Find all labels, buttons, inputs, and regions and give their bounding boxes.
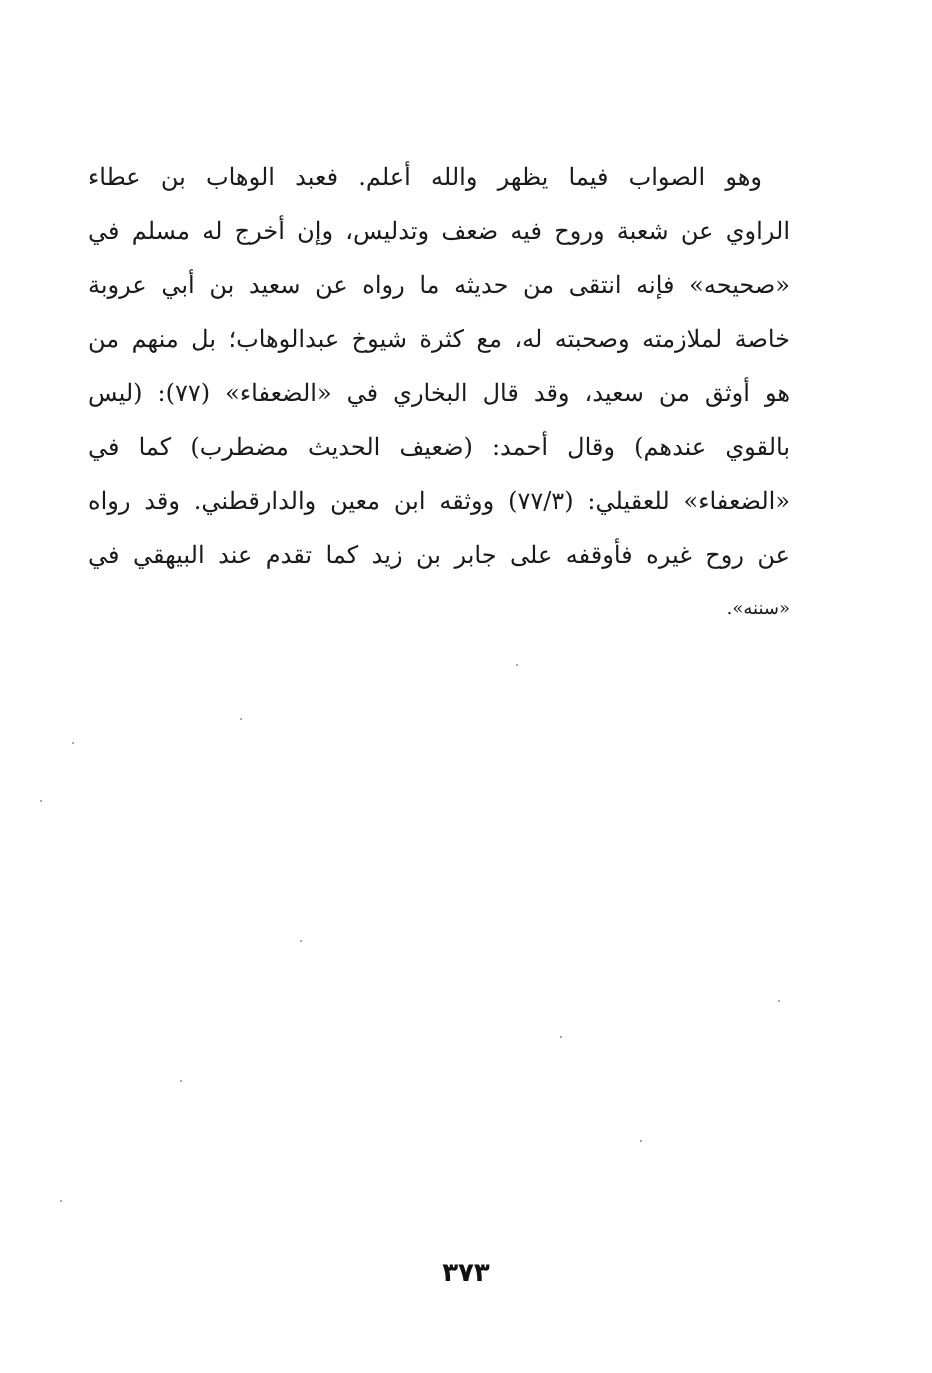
text-line-5: هو أوثق من سعيد، وقد قال البخاري في «الضعفاء» (٧٧): (ليس	[88, 379, 790, 407]
scan-speck	[640, 1140, 642, 1142]
scan-speck	[40, 800, 42, 802]
text-line-8: عن روح غيره فأوقفه على جابر بن زيد كما تقدم عند البيهقي في	[88, 541, 790, 569]
text-line-9: «سننه».	[726, 598, 790, 619]
scan-speck	[560, 1036, 562, 1038]
scan-speck	[60, 1200, 62, 1202]
scan-speck	[778, 1000, 780, 1002]
text-line-6: بالقوي عندهم) وقال أحمد: (ضعيف الحديث مضطرب) كما في	[88, 433, 790, 461]
text-line-3: «صحيحه» فإنه انتقى من حديثه ما رواه عن سعيد بن أبي عروبة	[88, 271, 790, 299]
text-line-1: وهو الصواب فيما يظهر والله أعلم. فعبد الوهاب بن عطاء	[88, 163, 762, 191]
scan-speck	[180, 1080, 182, 1082]
scan-speck	[300, 940, 302, 942]
text-line-4: خاصة لملازمته وصحبته له، مع كثرة شيوخ عبدالوهاب؛ بل منهم من	[88, 325, 790, 353]
text-line-7: «الضعفاء» للعقيلي: (٧٧/٣) ووثقه ابن معين والدارقطني. وقد رواه	[88, 487, 790, 515]
scan-speck	[72, 742, 74, 744]
scan-speck	[516, 664, 518, 666]
text-line-2: الراوي عن شعبة وروح فيه ضعف وتدليس، وإن أخرج له مسلم في	[88, 217, 790, 245]
body-paragraph	[88, 150, 790, 636]
scan-speck	[240, 718, 242, 720]
page-number: ٣٧٣	[442, 1258, 490, 1288]
